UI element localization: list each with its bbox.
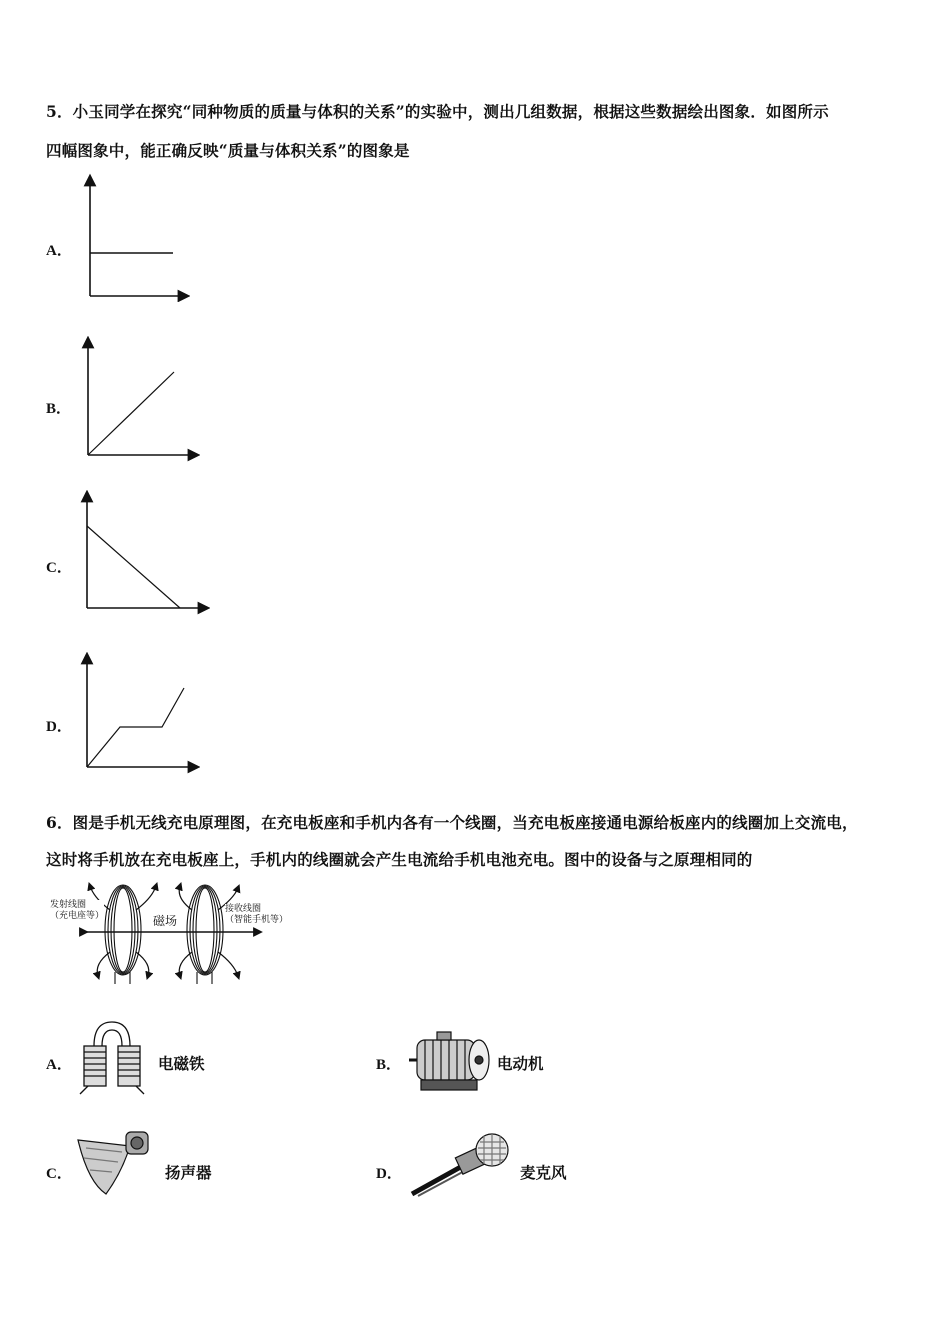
q6-option-c-device: 扬声器 [165,1163,212,1182]
wireless-charging-diagram [44,880,288,988]
q6-stem-line1: 6．图是手机无线充电原理图，在充电板座和手机内各有一个线圈，当充电板座接通电源给板座内的线圈加上交流电， [46,813,858,832]
electromagnet-icon[interactable] [72,1012,154,1098]
receiver-label [225,904,288,926]
transmitter-label-line1: 发射线圈 [50,900,87,910]
transmitter-label [50,900,104,922]
q6-stem-line2: 这时将手机放在充电板座上，手机内的线圈就会产生电流给手机电池充电。图中的设备与之原理相同的 [46,850,753,869]
magnetic-field-label: 磁场 [153,914,178,928]
q5-option-d-graph[interactable] [76,652,200,774]
loudspeaker-icon[interactable] [72,1122,162,1202]
q5-stem-line1: 5．小玉同学在探究“同种物质的质量与体积的关系”的实验中，测出几组数据，根据这些数据绘出图象．如图所示 [46,102,829,121]
q5-option-a-graph[interactable] [80,172,190,302]
q5-option-b-graph[interactable] [78,336,200,462]
q5-option-a-label[interactable]: A． [46,243,72,259]
receiver-label-line2: （智能手机等） [225,915,289,925]
coil-field-drawing [44,880,288,988]
q6-option-d-device: 麦克风 [520,1163,567,1182]
graph-line [88,372,174,455]
graph-line [87,688,184,767]
q5-option-c-graph[interactable] [76,490,210,616]
receiver-coil [187,885,223,984]
q6-option-b-device: 电动机 [497,1054,544,1073]
transmitter-label-line2: （充电座等） [50,911,105,921]
electric-motor-icon[interactable] [403,1028,495,1098]
receiver-label-line1: 接收线圈 [225,904,262,914]
graph-line [87,526,180,608]
q6-option-a-label[interactable]: A． [46,1057,72,1073]
q5-stem-line2: 四幅图象中，能正确反映“质量与体积关系”的图象是 [46,141,410,160]
q6-option-a-device: 电磁铁 [158,1054,205,1073]
microphone-icon[interactable] [404,1128,516,1200]
q5-option-d-label[interactable]: D． [46,719,72,735]
q6-option-c-label[interactable]: C． [46,1166,72,1182]
q5-option-c-label[interactable]: C． [46,560,72,576]
q6-option-b-label[interactable]: B． [376,1057,402,1073]
q5-option-b-label[interactable]: B． [46,401,72,417]
transmitter-coil [105,885,141,984]
q6-option-d-label[interactable]: D． [376,1166,402,1182]
